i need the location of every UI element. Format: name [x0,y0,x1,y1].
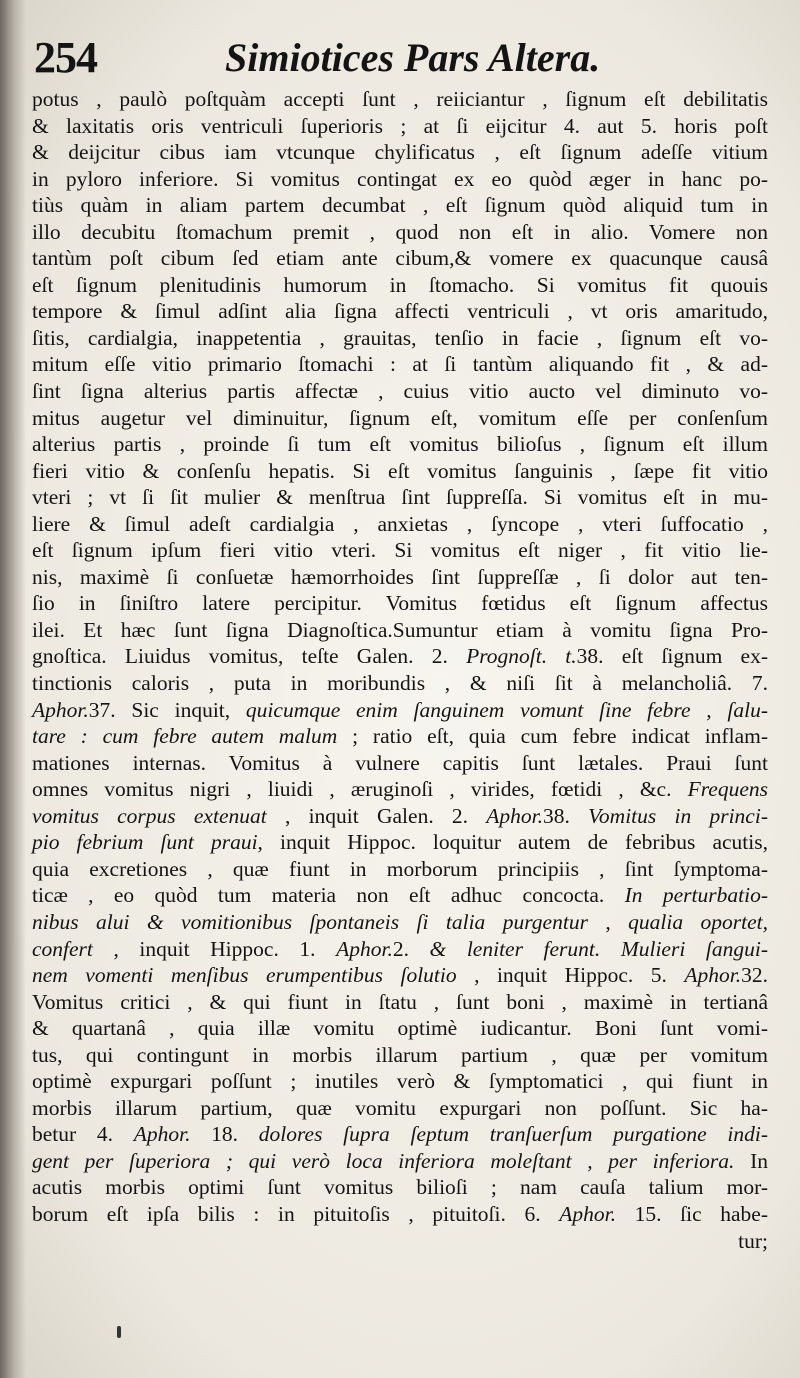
text-line [32,750,768,777]
text-line [32,723,768,750]
text-line [32,1174,768,1201]
italic-run: dolores ſupra ſeptum tranſuerſum purgatione indi- [258,1122,768,1147]
text-run: eſt ſignum plenitudinis humorum in ſtomacho. Si vomitus fit quouis [32,272,768,297]
text-run: gnoſtica. Liuidus vomitus, teſte Galen. 2. [32,644,467,669]
text-run: & quartanâ , quia illæ vomitu optimè iudicantur. Boni ſunt vomi- [32,1016,768,1041]
text-run: , inquit Hippoc. 1. [92,936,337,961]
text-line [32,989,768,1016]
text-run: alterius partis , proinde ſi tum eſt vomitus bilioſus , ſignum eſt illum [32,432,768,457]
text-run: 38. eſt ſignum ex- [576,644,768,669]
body-text [32,86,768,1254]
italic-run: quicumque enim ſanguinem vomunt ſine febre , ſalu- [245,697,768,722]
text-line [32,936,768,963]
italic-run: tare : cum febre autem malum [32,724,338,749]
italic-run: Aphor. [684,963,742,988]
text-line [32,272,768,299]
text-line [32,298,768,325]
text-run: tiùs quàm in aliam partem decumbat , eſt ſignum quòd aliquid tum in [32,193,768,218]
text-line [32,1095,768,1122]
text-line [32,590,768,617]
text-run: borum eſt ipſa bilis : in pituitoſis , pituitoſi. 6. [32,1201,560,1226]
ink-speck [117,1326,121,1338]
text-line [32,1201,768,1228]
text-run: tantùm poſt cibum ſed etiam ante cibum,& vomere ex quacunque causâ [32,246,768,271]
text-run: tur; [738,1228,768,1253]
text-run: ; ratio eſt, quia cum febre indicat inflam- [337,724,768,749]
text-run: liere & ſimul adeſt cardialgia , anxietas , ſyncope , vteri ſuffocatio , [32,511,768,536]
text-run: 32. [741,963,768,988]
italic-run: Aphor. [133,1122,191,1147]
italic-run: nem vomenti menſibus erumpentibus ſolutio [32,963,457,988]
text-run: ilei. Et hæc ſunt ſigna Diagnoſtica.Sumuntur etiam à vomitu ſigna Pro- [32,617,768,642]
text-run: 2. [392,936,430,961]
text-run: & deijcitur cibus iam vtcunque chylificatus , eſt ſignum adeſſe vitium [32,140,768,165]
text-line [32,484,768,511]
italic-run: Frequens [687,777,768,802]
text-run: mationes internas. Vomitus à vulnere capitis ſunt lætales. Praui ſunt [32,750,768,775]
text-run: , inquit Hippoc. loquitur autem de febribus acutis, [257,830,768,855]
text-run: acutis morbis optimi ſunt vomitus bilioſi ; nam cauſa talium mor- [32,1175,768,1200]
italic-run: Aphor. [32,697,89,722]
italic-run: gent per ſuperiora ; qui verò loca inferiora moleſtant , per inferiora. [32,1148,735,1173]
text-line [32,617,768,644]
text-run: potus , paulò poſtquàm accepti ſunt , reiiciantur , ſignum eſt debilitatis [32,87,768,111]
text-run: tempore & ſimul adſint alia ſigna affecti ventriculi , vt oris amaritudo, [32,299,768,324]
text-run: omnes vomitus nigri , liuidi , æruginoſi , virides, fœtidi , &c. [32,777,688,802]
text-run: tinctionis caloris , puta in moribundis , & niſi ſit à melancholiâ. 7. [32,671,768,696]
text-line [32,511,768,538]
page-number: 254 [34,33,97,82]
text-line [32,829,768,856]
text-run: 18. [190,1122,259,1147]
text-run: mitus augetur vel diminuitur, ſignum eſt, vomitum eſſe per conſenſum [32,405,768,430]
text-line [32,245,768,272]
italic-run: confert [32,936,93,961]
text-run: & laxitatis oris ventriculi ſuperioris ; at ſi eijcitur 4. aut 5. horis poſt [32,113,768,138]
text-line [32,458,768,485]
text-line [32,1042,768,1069]
text-line [32,564,768,591]
text-run: vteri ; vt ſi ſit mulier & menſtrua ſint ſuppreſſa. Si vomitus eſt in mu- [32,485,768,510]
text-line [32,697,768,724]
text-run: in pyloro inferiore. Si vomitus contingat ex eo quòd æger in hanc po- [32,166,768,191]
text-run: ſint ſigna alterius partis affectæ , cuius vitio aucto vel diminuto vo- [32,379,768,404]
text-line [32,1148,768,1175]
text-run: morbis illarum partium, quæ vomitu expurgari non poſſunt. Sic ha- [32,1095,768,1120]
text-line [32,219,768,246]
text-run: 38. [543,803,589,828]
italic-run: Vomitus in princi- [588,803,768,828]
text-run: ſitis, cardialgia, inappetentia , grauitas, tenſio in facie , ſignum eſt vo- [32,325,768,350]
italic-run: Prognoſt. t. [466,644,577,669]
italic-run: nibus alui & vomitionibus ſpontaneis ſi talia purgentur , qualia oportet, [32,909,768,934]
text-run: eſt ſignum ipſum fieri vitio vteri. Si vomitus eſt niger , fit vitio lie- [32,538,768,563]
text-line [32,139,768,166]
text-run: 37. Sic inquit, [88,697,246,722]
italic-run: & leniter ferunt. Mulieri ſangui- [429,936,768,961]
text-line [32,1228,768,1255]
binding-gutter-shadow [0,0,26,1378]
text-line [32,962,768,989]
text-run: , inquit Hippoc. 5. [456,963,685,988]
text-line [32,1015,768,1042]
text-run: , inquit Galen. 2. [266,803,487,828]
text-line [32,856,768,883]
text-line [32,378,768,405]
text-line [32,882,768,909]
text-line [32,1068,768,1095]
text-run: betur 4. [32,1122,134,1147]
text-line [32,776,768,803]
running-title: Simiotices Pars Altera. [225,35,601,80]
text-run: Vomitus critici , & qui fiunt in ſtatu , ſunt boni , maximè in tertianâ [32,989,768,1014]
text-line [32,405,768,432]
text-line [32,643,768,670]
text-line [32,803,768,830]
italic-run: In perturbatio- [624,883,768,908]
text-run: optimè expurgari poſſunt ; inutiles verò & ſymptomatici , qui fiunt in [32,1069,768,1094]
text-run: tus, qui contingunt in morbis illarum partium , quæ per vomitum [32,1042,768,1067]
text-run: 15. ſic habe- [616,1201,768,1226]
text-run: illo decubitu ſtomachum premit , quod non eſt in alio. Vomere non [32,219,768,244]
text-line [32,1121,768,1148]
text-line [32,113,768,140]
text-run: fieri vitio & conſenſu hepatis. Si eſt vomitus ſanguinis , ſæpe fit vitio [32,458,768,483]
text-line [32,166,768,193]
text-line [32,192,768,219]
text-run: nis, maximè ſi conſuetæ hæmorrhoides ſint ſuppreſſæ , ſi dolor aut ten- [32,564,768,589]
text-line [32,909,768,936]
text-run: ſio in ſiniſtro latere percipitur. Vomitus fœtidus eſt ſignum affectus [32,591,768,616]
text-run: In [734,1148,768,1173]
text-line [32,86,768,113]
text-run: quia excretiones , quæ fiunt in morborum principiis , ſint ſymptoma- [32,856,768,881]
text-line [32,351,768,378]
text-run: ticæ , eo quòd tum materia non eſt adhuc concocta. [32,883,625,908]
text-line [32,431,768,458]
text-line [32,537,768,564]
italic-run: pio febrium ſunt praui [32,830,258,855]
text-line [32,670,768,697]
italic-run: vomitus corpus extenuat [32,803,267,828]
text-line [32,325,768,352]
italic-run: Aphor. [559,1201,616,1226]
italic-run: Aphor. [336,936,393,961]
page-header [30,28,770,82]
text-run: mitum eſſe vitio primario ſtomachi : at ſi tantùm aliquando fit , & ad- [32,352,768,377]
italic-run: Aphor. [486,803,544,828]
